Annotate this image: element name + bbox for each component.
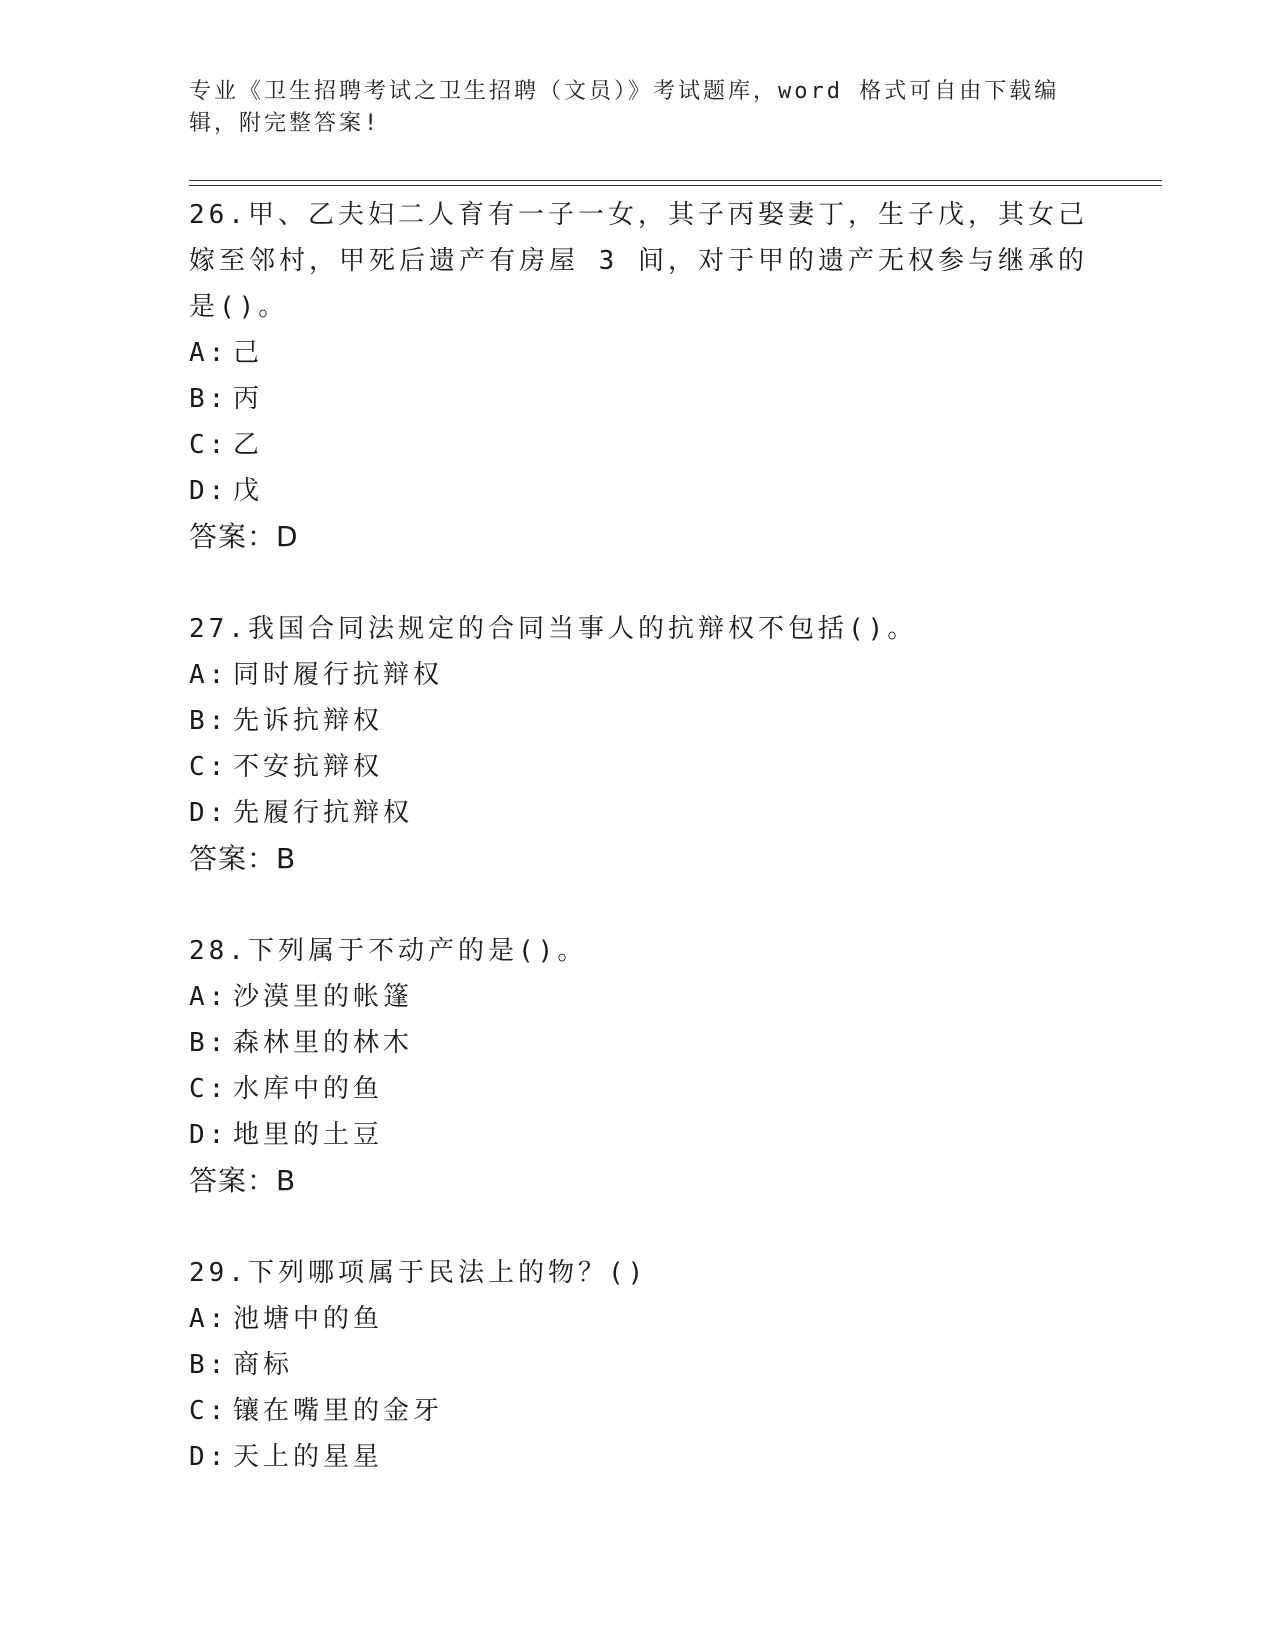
option-b bbox=[189, 1020, 1089, 1066]
option-letter: A: bbox=[189, 338, 229, 368]
option-letter: D: bbox=[189, 1120, 229, 1150]
option-d bbox=[189, 1112, 1089, 1158]
double-divider bbox=[189, 180, 1162, 186]
answer-line: 答案：B bbox=[189, 842, 297, 875]
option-letter: A: bbox=[189, 1304, 229, 1334]
answer-line: 答案：B bbox=[189, 1164, 297, 1197]
option-text: 镶在嘴里的金牙 bbox=[233, 1396, 444, 1426]
question-stem: 27.我国合同法规定的合同当事人的抗辩权不包括()。 bbox=[189, 614, 918, 644]
option-c bbox=[189, 422, 1089, 468]
option-a bbox=[189, 974, 1089, 1020]
option-text: 己 bbox=[233, 338, 264, 368]
option-text: 商标 bbox=[233, 1350, 294, 1380]
option-text: 丙 bbox=[233, 384, 264, 414]
question-28 bbox=[189, 928, 1089, 1204]
option-text: 沙漠里的帐篷 bbox=[233, 982, 414, 1012]
option-letter: C: bbox=[189, 752, 229, 782]
option-letter: A: bbox=[189, 660, 229, 690]
option-letter: D: bbox=[189, 798, 229, 828]
option-letter: B: bbox=[189, 1350, 229, 1380]
option-letter: C: bbox=[189, 1074, 229, 1104]
option-b bbox=[189, 376, 1089, 422]
option-letter: C: bbox=[189, 1396, 229, 1426]
option-text: 水库中的鱼 bbox=[233, 1074, 384, 1104]
option-c bbox=[189, 1066, 1089, 1112]
question-29 bbox=[189, 1250, 1089, 1480]
option-text: 森林里的林木 bbox=[233, 1028, 414, 1058]
option-text: 池塘中的鱼 bbox=[233, 1304, 384, 1334]
question-stem: 29.下列哪项属于民法上的物？() bbox=[189, 1258, 648, 1288]
option-text: 同时履行抗辩权 bbox=[233, 660, 444, 690]
option-text: 地里的土豆 bbox=[233, 1120, 384, 1150]
option-letter: A: bbox=[189, 982, 229, 1012]
question-27 bbox=[189, 606, 1089, 882]
question-stem: 28.下列属于不动产的是()。 bbox=[189, 936, 588, 966]
option-d bbox=[189, 790, 1089, 836]
option-text: 天上的星星 bbox=[233, 1442, 384, 1472]
document-intro: 专业《卫生招聘考试之卫生招聘（文员）》考试题库，word 格式可自由下载编辑，附完整答案! bbox=[189, 79, 1060, 136]
option-b bbox=[189, 1342, 1089, 1388]
option-letter: B: bbox=[189, 706, 229, 736]
option-a bbox=[189, 330, 1089, 376]
option-a bbox=[189, 652, 1089, 698]
option-b bbox=[189, 698, 1089, 744]
answer-line: 答案：D bbox=[189, 520, 299, 553]
option-text: 先诉抗辩权 bbox=[233, 706, 384, 736]
option-text: 不安抗辩权 bbox=[233, 752, 384, 782]
option-letter: B: bbox=[189, 384, 229, 414]
option-d bbox=[189, 1434, 1089, 1480]
question-26 bbox=[189, 192, 1089, 560]
question-list bbox=[189, 192, 1089, 1526]
option-c bbox=[189, 744, 1089, 790]
option-text: 戊 bbox=[233, 476, 264, 506]
option-c bbox=[189, 1388, 1089, 1434]
option-text: 先履行抗辩权 bbox=[233, 798, 414, 828]
option-letter: D: bbox=[189, 1442, 229, 1472]
option-text: 乙 bbox=[233, 430, 264, 460]
option-letter: C: bbox=[189, 430, 229, 460]
option-d bbox=[189, 468, 1089, 514]
question-stem: 26.甲、乙夫妇二人育有一子一女，其子丙娶妻丁，生子戊，其女己嫁至邻村，甲死后遗产有房屋 3 间，对于甲的遗产无权参与继承的是()。 bbox=[189, 200, 1088, 322]
option-letter: D: bbox=[189, 476, 229, 506]
option-letter: B: bbox=[189, 1028, 229, 1058]
option-a bbox=[189, 1296, 1089, 1342]
